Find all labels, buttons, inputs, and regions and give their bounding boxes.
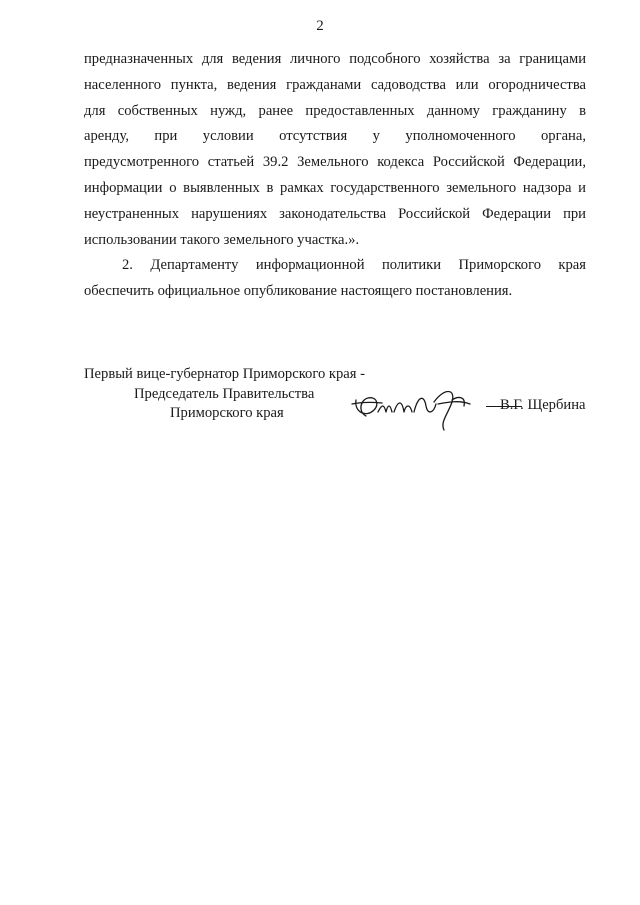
body-line-1: предназначенных для ведения личного подсобного хозяйства за границами — [84, 51, 586, 67]
handwritten-signature — [348, 382, 488, 434]
body-line-2: населенного пункта, ведения гражданами садоводства или огородничества — [84, 76, 586, 93]
body-line-9: 2. Департаменту информационной политики Приморского края — [122, 257, 586, 274]
body-line-6: информации о выявленных в рамках государственного земельного надзора и — [84, 179, 586, 196]
document-body — [84, 47, 586, 305]
body-line-8: использовании такого земельного участка.». — [84, 231, 360, 248]
body-line-10: обеспечить официальное опубликование настоящего постановления. — [84, 283, 513, 300]
signatory-title — [84, 365, 604, 424]
signatory-title-line-2: Председатель Правительства — [134, 385, 315, 402]
signatory-title-line-3: Приморского края — [170, 405, 284, 421]
signer-name: В.Г. Щербина — [500, 397, 586, 413]
body-line-5: предусмотренного статьей 39.2 Земельного кодекса Российской Федерации, — [84, 154, 586, 171]
body-line-4: аренду, при условии отсутствия у уполномоченного органа, — [84, 128, 586, 145]
body-line-7: неустраненных нарушениях законодательства Российской Федерации при — [84, 205, 586, 222]
page-number: 2 — [316, 18, 324, 34]
body-line-3: для собственных нужд, ранее предоставленных данному гражданину в — [84, 102, 586, 119]
signatory-title-line-1: Первый вице-губернатор Приморского края - — [84, 366, 366, 382]
